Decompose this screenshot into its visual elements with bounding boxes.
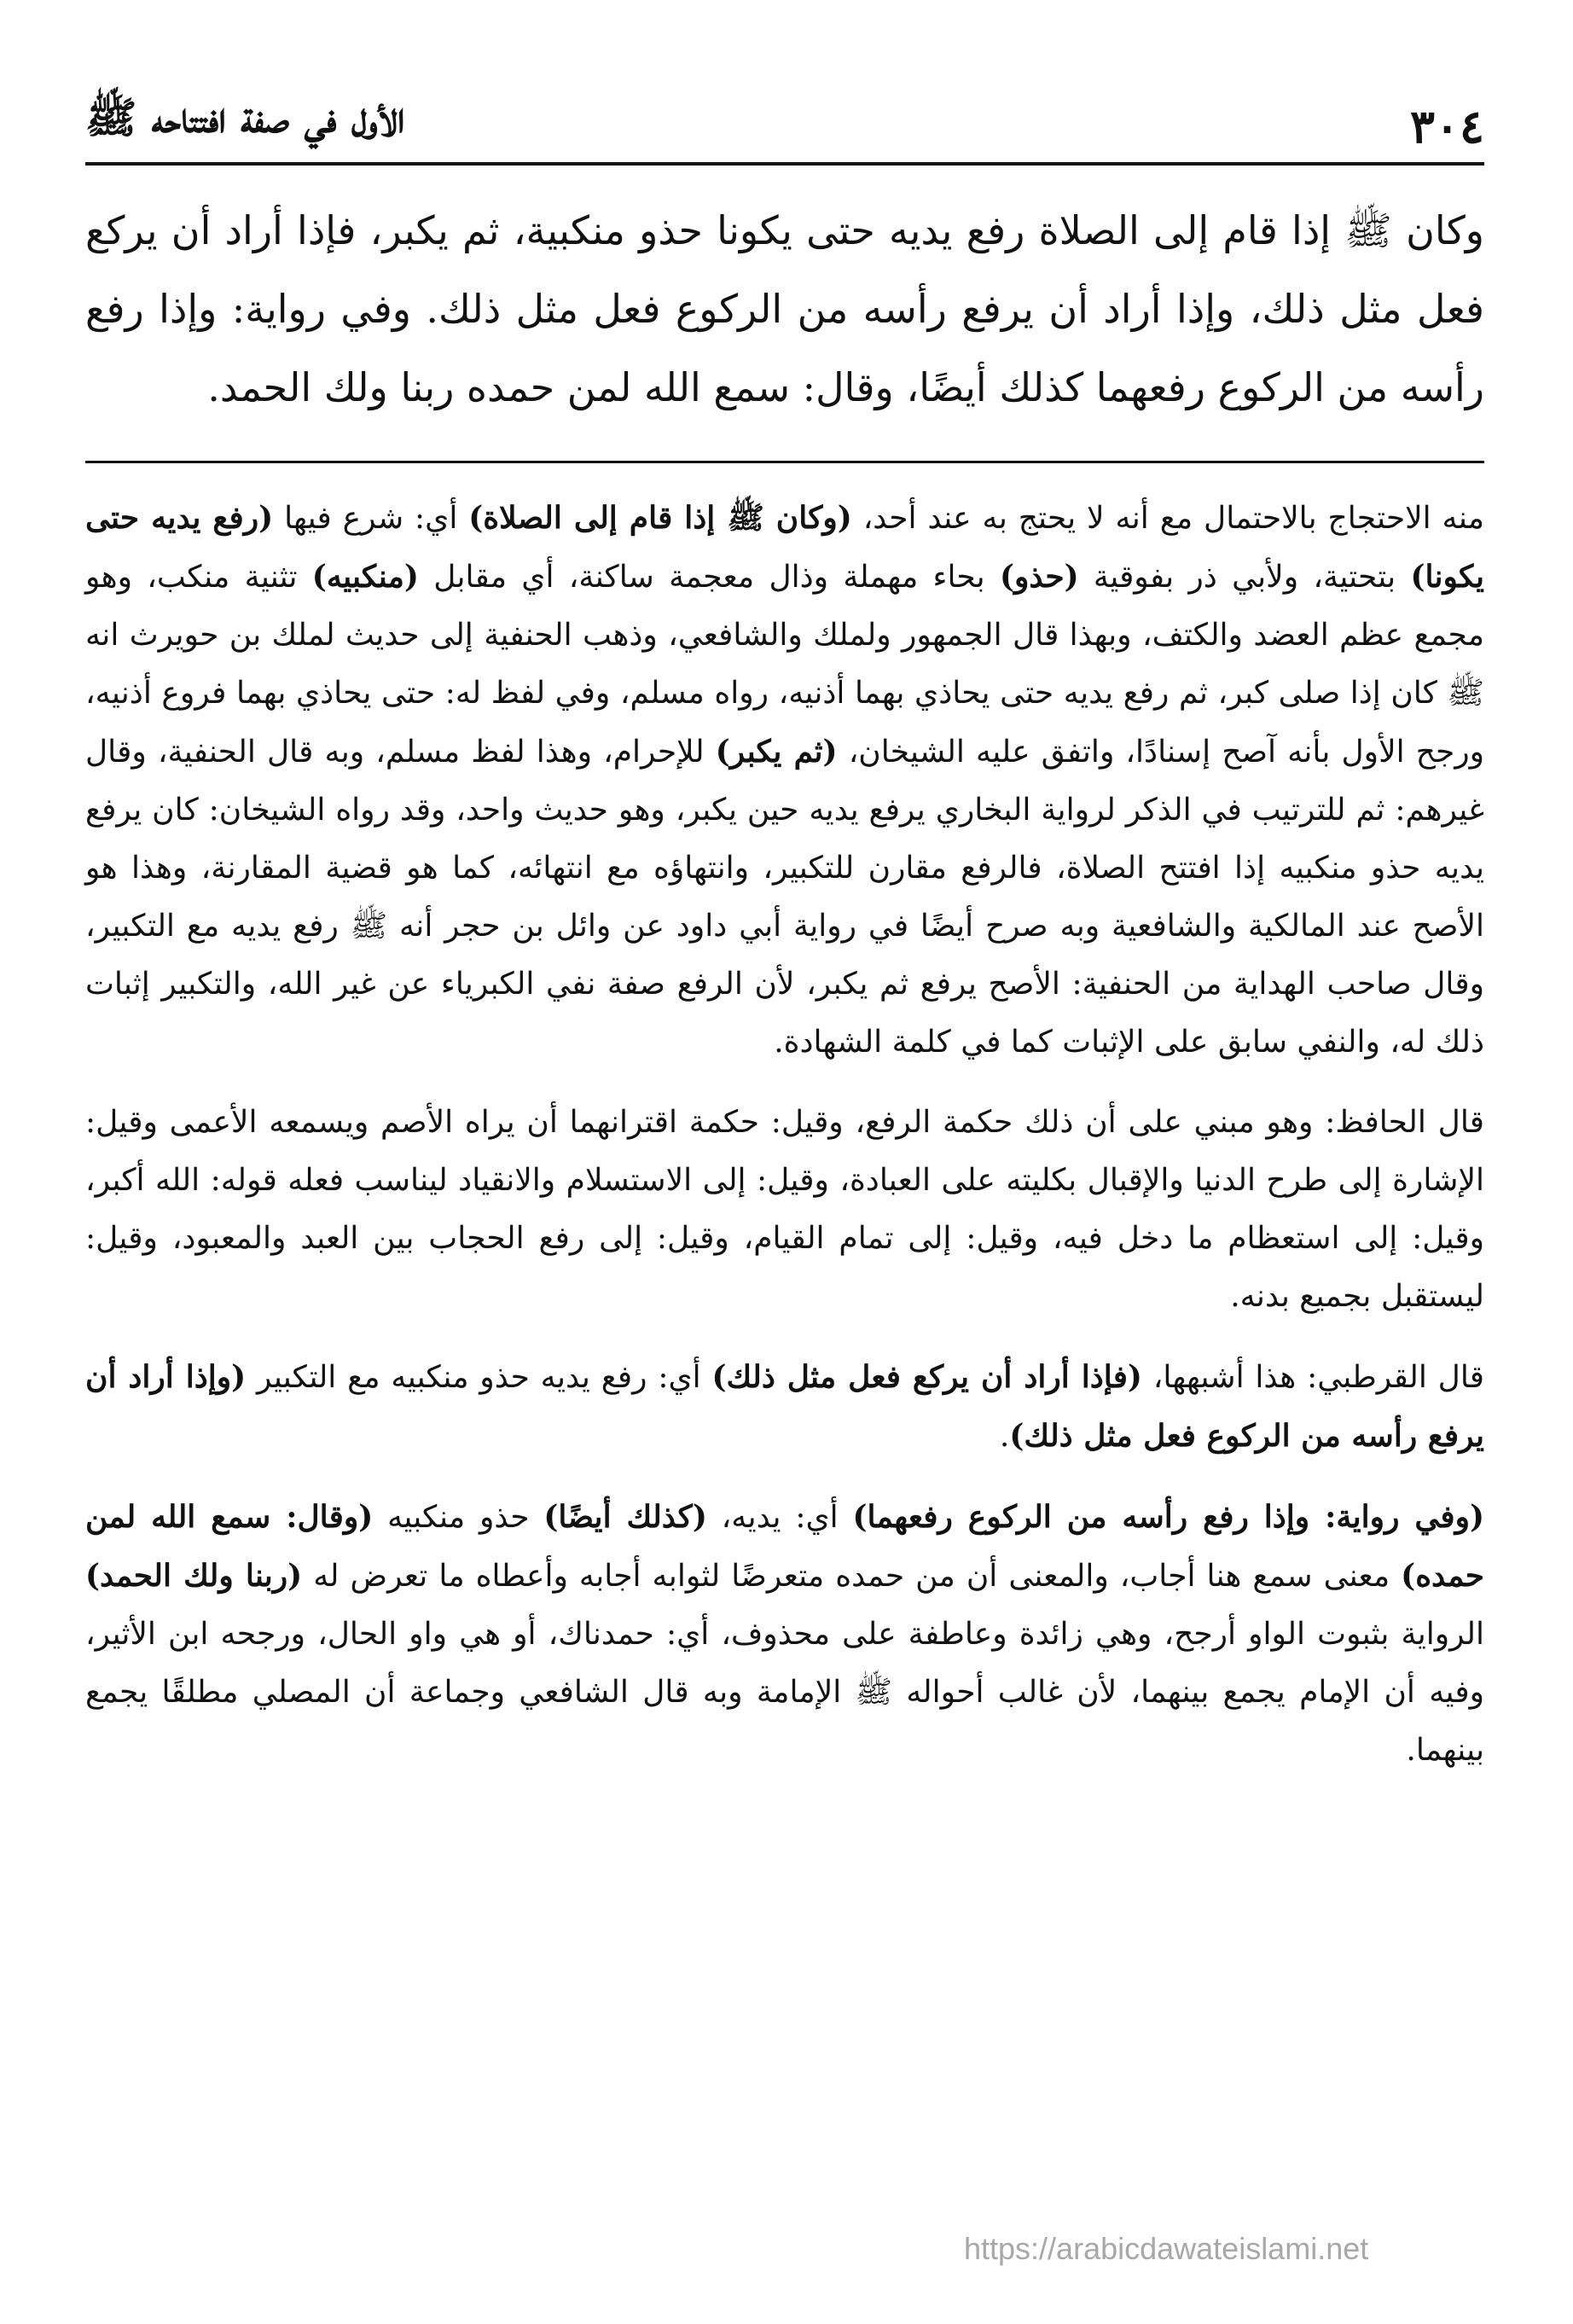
commentary: [85, 489, 1484, 1780]
quoted-phrase: (حذو): [1000, 559, 1079, 595]
watermark-url: https://arabicdawateislami.net: [964, 2231, 1369, 2266]
running-title: الأول في صفة افتتاحه ﷺ: [85, 92, 405, 142]
commentary-text: .: [999, 1419, 1010, 1454]
quoted-phrase: (وفي رواية: وإذا رفع رأسه من الركوع رفعهما): [852, 1499, 1484, 1535]
commentary-text: حذو منكبيه: [373, 1500, 544, 1535]
commentary-text: للإحرام، وهذا لفظ مسلم، وبه قال الحنفية، وقال غيرهم: ثم للترتيب في الذكر لرواية البخاري يرفع يديه حين يكبر، وهو حديث واحد، وقد رواه الشيخان: كان يرفع يديه حذو منكبيه إذا افتتح الصلاة، فالرفع مقارن للتكبير، وانتهاؤه مع انتهائه، كما هو قضية المقارنة، وهذا هو الأصح عند المالكية والشافعية وبه صرح أيضًا في رواية أبي داود عن وائل بن حجر أنه ﷺ رفع يديه مع التكبير، وقال صاحب الهداية من الحنفية: الأصح يرفع ثم يكبر، لأن الرفع صفة نفي الكبرياء عن غير الله، والتكبير إثبات ذلك له، والنفي سابق على الإثبات كما في كلمة الشهادة.: [85, 735, 1484, 1060]
commentary-text: منه الاحتجاج بالاحتمال مع أنه لا يحتج به عند أحد،: [851, 501, 1485, 536]
commentary-text: قال القرطبي: هذا أشبهها،: [1141, 1360, 1484, 1395]
commentary-text: بتحتية، ولأبي ذر بفوقية: [1078, 560, 1411, 595]
commentary-text: تثنية منكب، وهو مجمع عظم العضد والكتف، وبهذا قال الجمهور ولملك والشافعي، وذهب الحنفية إلى حديث لملك بن حويرث انه ﷺ كان إذا صلى كبر، ثم رفع يديه حتى يحاذي بهما أذنيه، رواه مسلم، وفي لفظ له: حتى يحاذي بهما فروع أذنيه، ورجح الأول بأنه آصح إسنادًا، واتفق عليه الشيخان،: [85, 560, 1484, 770]
commentary-text: معنى سمع هنا أجاب، والمعنى أن من حمده متعرضًا لثوابه أجابه وأعطاه ما تعرض له: [302, 1559, 1402, 1594]
book-page: [85, 77, 1484, 2261]
commentary-text: بحاء مهملة وذال معجمة ساكنة، أي مقابل: [418, 560, 1000, 595]
quoted-phrase: (رفع يديه حتى يكونا): [85, 500, 1484, 595]
main-text-paragraph: وكان ﷺ إذا قام إلى الصلاة رفع يديه حتى يكونا حذو منكبية، ثم يكبر، فإذا أراد أن يركع فعل مثل ذلك، وإذا أراد أن يرفع رأسه من الركوع فعل مثل ذلك. وفي رواية: وإذا رفع رأسه من الركوع رفعهما كذلك أيضًا، وقال: سمع الله لمن حمده ربنا ولك الحمد.: [85, 207, 1484, 410]
commentary-paragraph-2: قال الحافظ: وهو مبني على أن ذلك حكمة الرفع، وقيل: حكمة اقترانهما أن يراه الأصم ويسمعه الأعمى وقيل: الإشارة إلى طرح الدنيا والإقبال بكليته على العبادة، وقيل: إلى الاستسلام والانقياد ليناسب فعله قوله: الله أكبر، وقيل: إلى استعظام ما دخل فيه، وقيل: إلى تمام القيام، وقيل: إلى رفع الحجاب بين العبد والمعبود، وقيل: ليستقبل بجميع بدنه.: [85, 1105, 1484, 1314]
quoted-phrase: (وكان ﷺ إذا قام إلى الصلاة): [468, 500, 852, 536]
commentary-text: أي: رفع يديه حذو منكبيه مع التكبير: [246, 1360, 712, 1395]
page-number: ٣٠٤: [1409, 99, 1484, 154]
commentary-text: أي: يديه،: [706, 1500, 853, 1535]
quoted-phrase: (وقال: سمع الله لمن حمده): [85, 1499, 1485, 1594]
commentary-text: الرواية بثبوت الواو أرجح، وهي زائدة وعاطفة على محذوف، أي: حمدناك، أو هي واو الحال، ورجحه ابن الأثير، وفيه أن الإمام يجمع بينهما، لأن غالب أحواله ﷺ الإمامة وبه قال الشافعي وجماعة أن المصلي مطلقًا يجمع بينهما.: [85, 1617, 1484, 1768]
quoted-phrase: (ربنا ولك الحمد): [85, 1558, 303, 1594]
quoted-phrase: (فإذا أراد أن يركع فعل مثل ذلك): [711, 1359, 1142, 1395]
quoted-phrase: (ثم يكبر): [715, 734, 838, 770]
quoted-phrase: (منكبيه): [311, 559, 419, 595]
quoted-phrase: (وإذا أراد أن يرفع رأسه من الركوع فعل مثل ذلك): [85, 1359, 1484, 1454]
commentary-paragraph-4: [85, 1488, 1484, 1780]
commentary-paragraph-1: [85, 489, 1484, 1072]
quoted-phrase: (كذلك أيضًا): [543, 1499, 707, 1535]
text-divider: [85, 461, 1484, 463]
main-text: [85, 191, 1484, 452]
page-header: [85, 77, 1484, 166]
commentary-paragraph-3: [85, 1348, 1484, 1466]
commentary-text: أي: شرع فيها: [273, 501, 469, 536]
